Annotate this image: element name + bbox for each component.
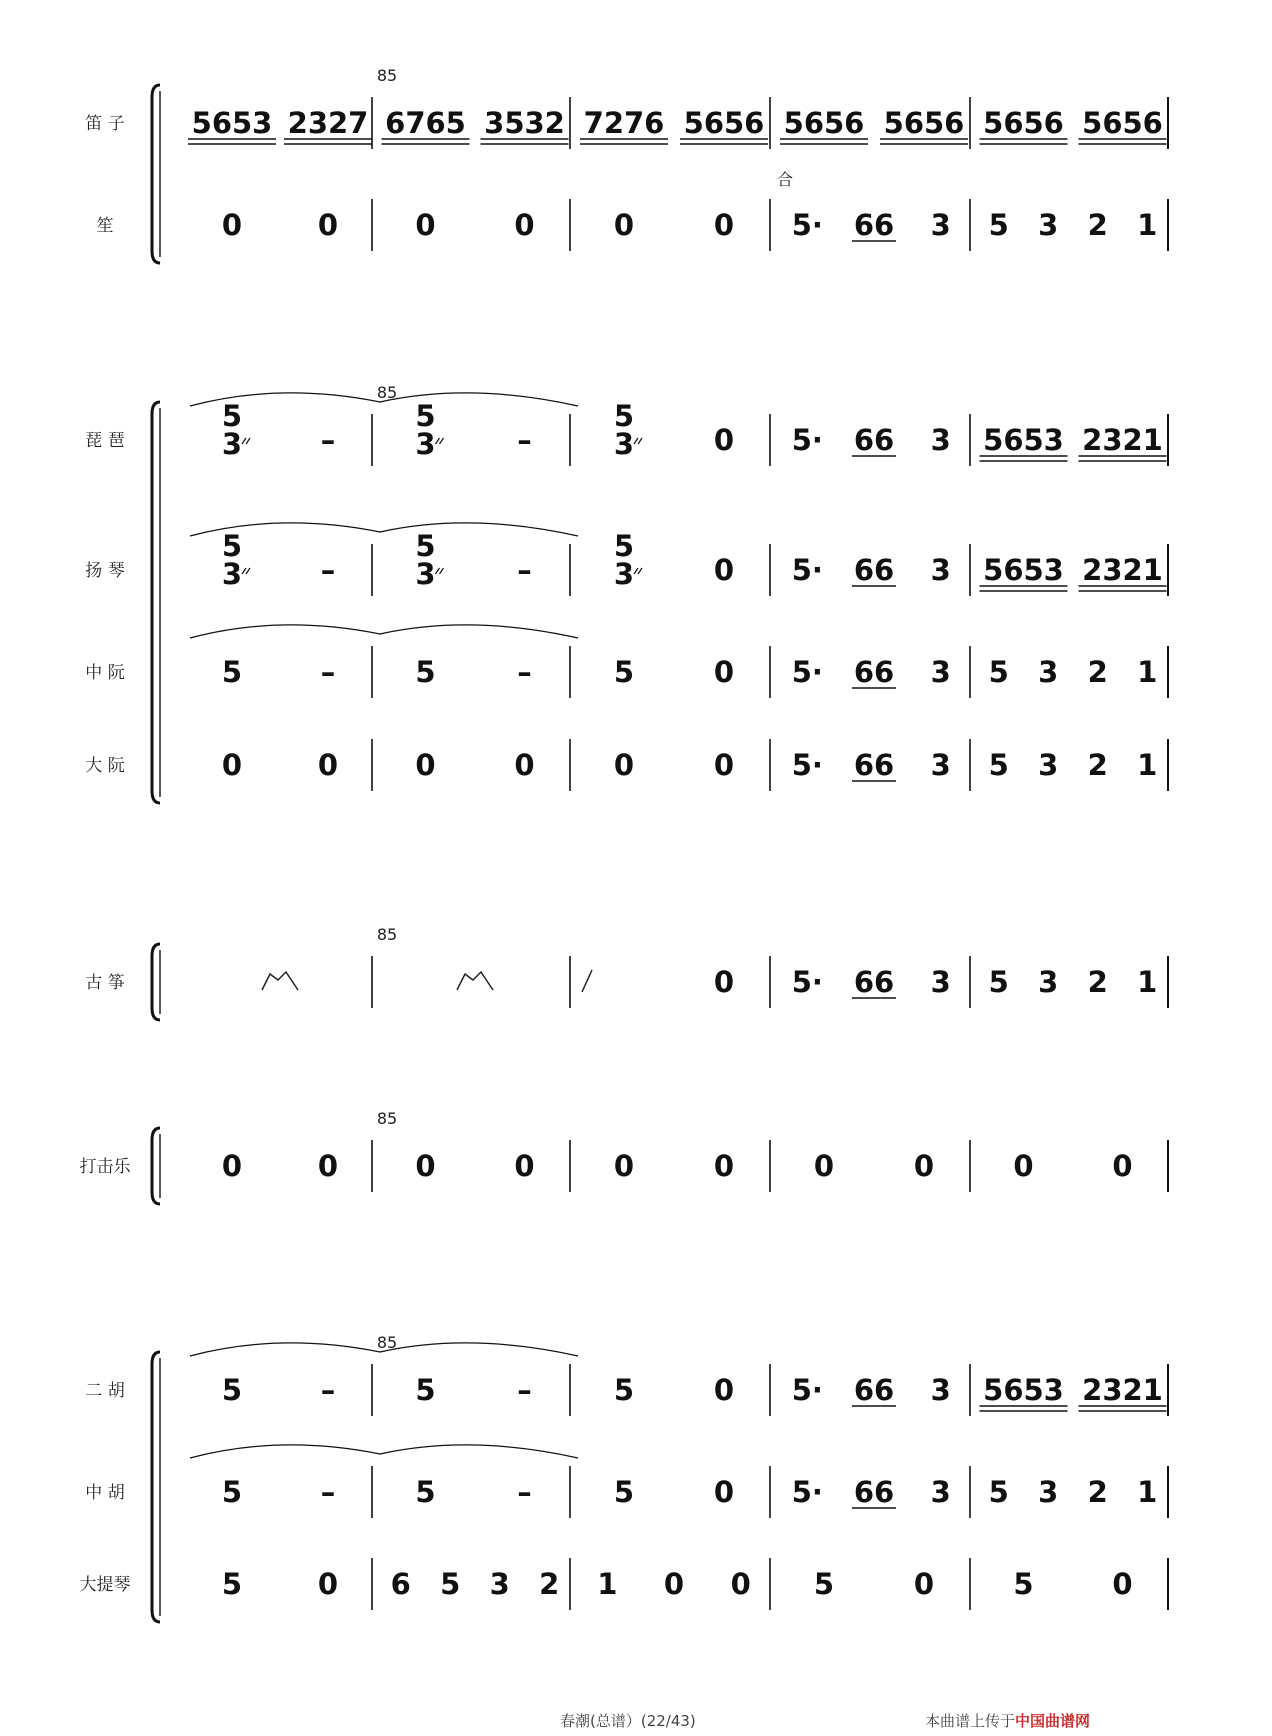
slur-arc	[190, 523, 380, 536]
sustain-dash: –	[320, 553, 336, 587]
sustain-dash: –	[320, 423, 336, 457]
tremolo-icon	[436, 568, 444, 574]
jianpu-note: 3	[489, 1567, 510, 1601]
jianpu-note: 5	[415, 1373, 436, 1407]
sweep-stroke-icon	[582, 970, 592, 992]
jianpu-note: 2	[539, 1567, 560, 1601]
jianpu-note: 5	[415, 655, 436, 689]
jianpu-note: 5656	[783, 106, 865, 140]
sustain-dash: –	[517, 1373, 532, 1407]
jianpu-note: 5656	[1082, 106, 1163, 140]
jianpu-note: 66	[853, 423, 895, 457]
jianpu-note: 0	[613, 1149, 635, 1183]
jianpu-note: 1	[1137, 965, 1158, 999]
jianpu-note: 0	[415, 748, 436, 782]
jianpu-note: 0	[713, 208, 735, 242]
measure-number: 85	[376, 66, 398, 85]
jianpu-note: 5·	[791, 655, 823, 689]
jianpu-note: 0	[613, 208, 635, 242]
jianpu-note: 0	[317, 1149, 339, 1183]
jianpu-note: 2	[1087, 1475, 1108, 1509]
jianpu-note: 7276	[583, 106, 665, 140]
jianpu-note: 3	[930, 748, 951, 782]
system-bracket	[152, 944, 160, 1020]
jianpu-note: 5	[988, 965, 1009, 999]
sustain-dash: –	[320, 1373, 336, 1407]
jianpu-note: 0	[317, 748, 339, 782]
jianpu-note: 5656	[883, 106, 965, 140]
instrument-label: 打击乐	[79, 1157, 131, 1177]
footer-site-prefix: 本曲谱上传于	[925, 1712, 1016, 1730]
jianpu-note: 3	[930, 208, 951, 242]
jianpu-note: 5	[988, 655, 1009, 689]
instrument-label: 笛 子	[85, 114, 125, 134]
measure-number: 85	[376, 1109, 398, 1128]
instrument-label: 二 胡	[85, 1381, 125, 1401]
jianpu-note: 3	[1038, 965, 1059, 999]
instrument-label: 笙	[96, 216, 114, 236]
jianpu-note: 2	[1087, 965, 1108, 999]
slur-arc	[190, 1343, 380, 1356]
jianpu-note: 2321	[1082, 553, 1163, 587]
jianpu-note: 2	[1087, 208, 1108, 242]
jianpu-note: 2327	[287, 106, 369, 140]
jianpu-note: 5	[221, 655, 243, 689]
instrument-label: 大 阮	[85, 756, 125, 776]
jianpu-note: 5	[221, 1373, 243, 1407]
system-bracket	[152, 1128, 160, 1204]
jianpu-note: 3	[930, 553, 951, 587]
jianpu-note: 0	[730, 1567, 751, 1601]
jianpu-note: 0	[317, 1567, 339, 1601]
jianpu-note: 66	[853, 655, 895, 689]
jianpu-note: 5	[1013, 1567, 1034, 1601]
jianpu-note: 5653	[983, 553, 1064, 587]
slur-arc	[190, 393, 380, 406]
jianpu-note: 1	[1137, 655, 1158, 689]
chord-note-upper: 5	[415, 399, 436, 433]
jianpu-note: 3	[930, 655, 951, 689]
slur-arc	[380, 1445, 578, 1458]
jianpu-note: 66	[853, 1475, 895, 1509]
jianpu-note: 5·	[791, 423, 823, 457]
jianpu-note: 0	[1112, 1567, 1133, 1601]
chord-note-lower: 3	[613, 427, 635, 461]
tremolo-icon	[634, 568, 642, 574]
jianpu-note: 5	[613, 1373, 635, 1407]
jianpu-note: 2321	[1082, 423, 1163, 457]
chord-note-upper: 5	[613, 399, 635, 433]
sustain-dash: –	[517, 423, 532, 457]
jianpu-note: 2321	[1082, 1373, 1163, 1407]
jianpu-note: 66	[853, 748, 895, 782]
jianpu-note: 5	[988, 1475, 1009, 1509]
jianpu-note: 5	[221, 1567, 243, 1601]
jianpu-note: 0	[514, 1149, 535, 1183]
jianpu-note: 0	[514, 748, 535, 782]
jianpu-note: 0	[613, 748, 635, 782]
instrument-label: 扬 琴	[85, 561, 125, 581]
instrument-label: 大提琴	[79, 1575, 131, 1595]
jianpu-note: 1	[1137, 748, 1158, 782]
jianpu-note: 5	[613, 655, 635, 689]
instrument-label: 中 胡	[85, 1483, 125, 1503]
jianpu-note: 5653	[983, 423, 1064, 457]
jianpu-note: 0	[713, 965, 735, 999]
footer-site-brand: 中国曲谱网	[1015, 1712, 1091, 1730]
jianpu-note: 0	[713, 748, 735, 782]
jianpu-note: 3	[1038, 655, 1059, 689]
tremolo-icon	[242, 568, 250, 574]
jianpu-note: 0	[713, 1149, 735, 1183]
sustain-dash: –	[517, 655, 532, 689]
jianpu-note: 3	[1038, 748, 1059, 782]
glissando-icon	[457, 972, 493, 990]
jianpu-note: 66	[853, 553, 895, 587]
jianpu-note: 0	[913, 1149, 935, 1183]
measure-number: 85	[376, 925, 398, 944]
system-bracket	[152, 402, 160, 803]
jianpu-note: 66	[853, 965, 895, 999]
chord-note-upper: 5	[221, 529, 243, 563]
sustain-dash: –	[320, 655, 336, 689]
jianpu-note: 66	[853, 1373, 895, 1407]
jianpu-note: 0	[663, 1567, 685, 1601]
jianpu-note: 5·	[791, 748, 823, 782]
performance-annotation: 合	[776, 170, 794, 189]
chord-note-upper: 5	[415, 529, 436, 563]
chord-note-upper: 5	[613, 529, 635, 563]
jianpu-note: 0	[514, 208, 535, 242]
jianpu-note: 3	[930, 1475, 951, 1509]
chord-note-lower: 3	[221, 557, 243, 591]
jianpu-note: 66	[853, 208, 895, 242]
jianpu-note: 0	[913, 1567, 935, 1601]
jianpu-note: 5·	[791, 1373, 823, 1407]
jianpu-note: 5653	[191, 106, 273, 140]
slur-arc	[380, 625, 578, 638]
jianpu-note: 5	[440, 1567, 461, 1601]
jianpu-note: 6	[390, 1567, 411, 1601]
tremolo-icon	[634, 438, 642, 444]
jianpu-note: 0	[415, 208, 436, 242]
jianpu-note: 2	[1087, 655, 1108, 689]
jianpu-note: 0	[415, 1149, 436, 1183]
jianpu-note: 0	[813, 1149, 835, 1183]
sustain-dash: –	[320, 1475, 336, 1509]
jianpu-note: 1	[597, 1567, 618, 1601]
jianpu-note: 5·	[791, 965, 823, 999]
slur-arc	[190, 625, 380, 638]
measure-number: 85	[376, 1333, 398, 1352]
jianpu-note: 5	[813, 1567, 835, 1601]
jianpu-note: 0	[713, 1475, 735, 1509]
slur-arc	[380, 393, 578, 406]
jianpu-note: 5	[988, 208, 1009, 242]
jianpu-note: 0	[221, 1149, 243, 1183]
sustain-dash: –	[517, 553, 532, 587]
slur-arc	[380, 523, 578, 536]
jianpu-note: 3	[1038, 1475, 1059, 1509]
chord-note-upper: 5	[221, 399, 243, 433]
jianpu-note: 5	[415, 1475, 436, 1509]
jianpu-note: 1	[1137, 208, 1158, 242]
jianpu-note: 0	[221, 748, 243, 782]
jianpu-note: 2	[1087, 748, 1108, 782]
jianpu-note: 5	[613, 1475, 635, 1509]
jianpu-note: 3	[1038, 208, 1059, 242]
footer-source	[925, 1710, 1090, 1731]
measure-number: 85	[376, 383, 398, 402]
jianpu-note: 6765	[385, 106, 466, 140]
instrument-label: 中 阮	[85, 663, 125, 683]
jianpu-note: 5·	[791, 1475, 823, 1509]
jianpu-note: 5	[221, 1475, 243, 1509]
footer-title: 春潮(总谱）(22/43)	[560, 1712, 696, 1730]
jianpu-note: 3532	[484, 106, 565, 140]
jianpu-note: 5653	[983, 1373, 1064, 1407]
chord-note-lower: 3	[221, 427, 243, 461]
chord-note-lower: 3	[613, 557, 635, 591]
jianpu-note: 1	[1137, 1475, 1158, 1509]
slur-arc	[380, 1343, 578, 1356]
jianpu-note: 0	[221, 208, 243, 242]
jianpu-note: 0	[713, 553, 735, 587]
jianpu-note: 3	[930, 965, 951, 999]
jianpu-note: 0	[317, 208, 339, 242]
jianpu-note: 5	[988, 748, 1009, 782]
chord-note-lower: 3	[415, 557, 436, 591]
jianpu-note: 0	[713, 655, 735, 689]
tremolo-icon	[242, 438, 250, 444]
jianpu-note: 0	[1112, 1149, 1133, 1183]
sustain-dash: –	[517, 1475, 532, 1509]
jianpu-note: 0	[1013, 1149, 1034, 1183]
jianpu-note: 0	[713, 1373, 735, 1407]
jianpu-note: 3	[930, 1373, 951, 1407]
jianpu-note: 5·	[791, 208, 823, 242]
glissando-icon	[262, 972, 298, 990]
instrument-label: 琵 琶	[85, 431, 125, 451]
system-bracket	[152, 85, 160, 263]
jianpu-note: 5·	[791, 553, 823, 587]
jianpu-note: 5656	[683, 106, 765, 140]
jianpu-note: 5656	[983, 106, 1064, 140]
system-bracket	[152, 1352, 160, 1622]
tremolo-icon	[436, 438, 444, 444]
jianpu-note: 0	[713, 423, 735, 457]
slur-arc	[190, 1445, 380, 1458]
instrument-label: 古 筝	[85, 973, 125, 993]
jianpu-note: 3	[930, 423, 951, 457]
chord-note-lower: 3	[415, 427, 436, 461]
